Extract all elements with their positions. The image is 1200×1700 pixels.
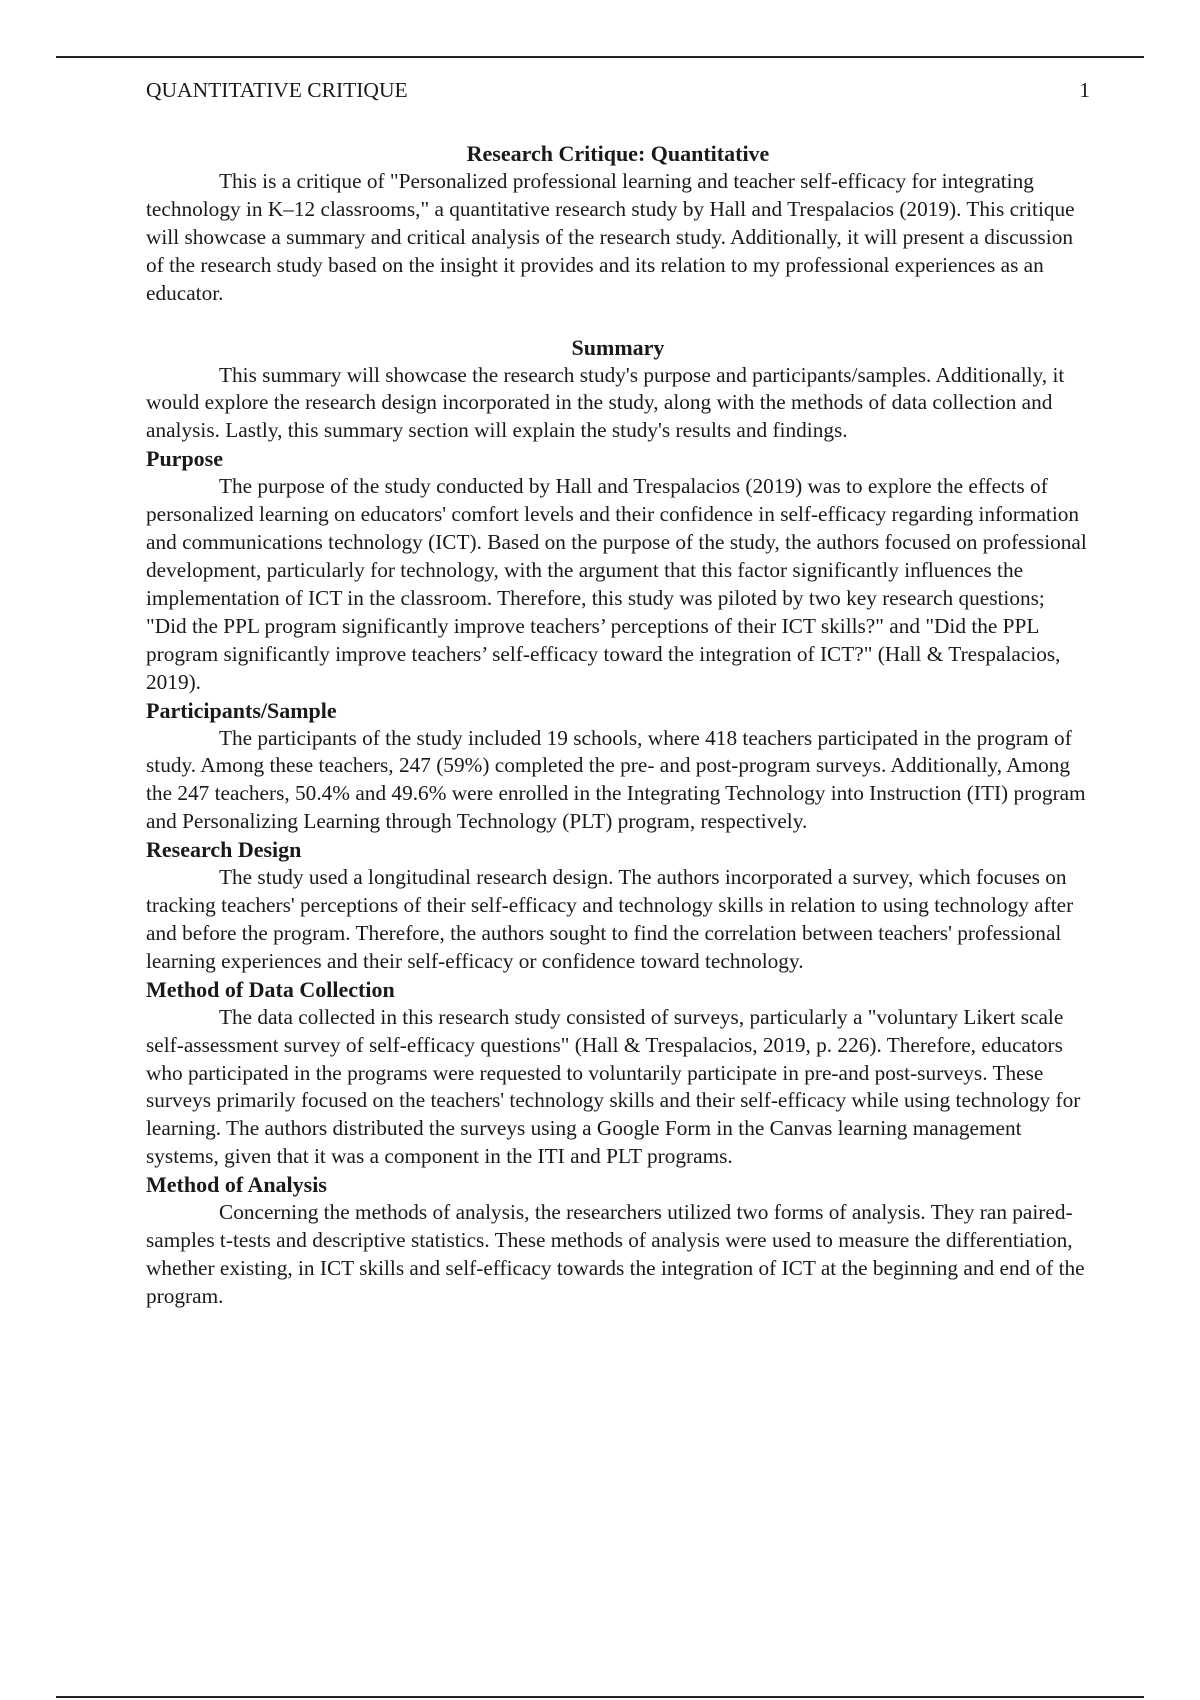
participants-heading: Participants/Sample: [146, 697, 337, 723]
document-title: Research Critique: Quantitative: [466, 141, 770, 166]
document-page: [146, 70, 1090, 1311]
analysis-paragraph: Concerning the methods of analysis, the researchers utilized two forms of analysis. They ran paired-samples t-tests and descriptive statistics. These methods of analysis were used to measure the differentiation, whether existing, in ICT skills and self-efficacy towards the integration of ICT at the beginning and end of the program.: [146, 1200, 1085, 1308]
top-page-border: [56, 56, 1144, 58]
research-design-heading: Research Design: [146, 837, 302, 863]
running-head-title: QUANTITATIVE CRITIQUE: [146, 78, 408, 102]
research-design-paragraph: The study used a longitudinal research design. The authors incorporated a survey, which focuses on tracking teachers' perceptions of their self-efficacy and technology skills in relation to using technology after and before the program. Therefore, the authors sought to find the correlation between teachers' professional learning experiences and their self-efficacy or confidence toward technology.: [146, 865, 1074, 973]
summary-heading: Summary: [571, 334, 665, 360]
purpose-heading: Purpose: [146, 446, 223, 472]
purpose-paragraph: The purpose of the study conducted by Hall and Trespalacios (2019) was to explore the effects of personalized learning on educators' comfort levels and their confidence in self-efficacy regarding information and communications technology (ICT). Based on the purpose of the study, the authors focused on professional development, particularly for technology, with the argument that this factor significantly influences the implementation of ICT in the classroom. Therefore, this study was piloted by two key research questions; "Did the PPL program significantly improve teachers’ perceptions of their ICT skills?" and "Did the PPL program significantly improve teachers’ self-efficacy toward the integration of ICT?" (Hall & Trespalacios, 2019).: [146, 474, 1087, 694]
analysis-heading: Method of Analysis: [146, 1172, 327, 1198]
data-collection-heading: Method of Data Collection: [146, 976, 395, 1002]
summary-intro-paragraph: This summary will showcase the research study's purpose and participants/samples. Additionally, it would explore the research design incorporated in the study, along with the methods of data collection and analysis. Lastly, this summary section will explain the study's results and findings.: [146, 362, 1065, 443]
bottom-page-border: [56, 1696, 1144, 1698]
intro-paragraph: This is a critique of "Personalized professional learning and teacher self-efficacy for integrating technology in K–12 classrooms," a quantitative research study by Hall and Trespalacios (2019). This critique will showcase a summary and critical analysis of the research study. Additionally, it will present a discussion of the research study based on the insight it provides and its relation to my professional experiences as an educator.: [146, 169, 1075, 305]
page-number: 1: [1079, 78, 1090, 102]
data-collection-paragraph: The data collected in this research study consisted of surveys, particularly a "voluntary Likert scale self-assessment survey of self-efficacy questions" (Hall & Trespalacios, 2019, p. 226). Therefore, educators who participated in the programs were requested to voluntarily participate in pre-and post-surveys. These surveys primarily focused on the teachers' technology skills and their self-efficacy while using technology for learning. The authors distributed the surveys using a Google Form in the Canvas learning management systems, given that it was a component in the ITI and PLT programs.: [146, 1004, 1081, 1169]
participants-paragraph: The participants of the study included 19 schools, where 418 teachers participated in the program of study. Among these teachers, 247 (59%) completed the pre- and post-program surveys. Additionally, Among the 247 teachers, 50.4% and 49.6% were enrolled in the Integrating Technology into Instruction (ITI) program and Personalizing Learning through Technology (PLT) program, respectively.: [146, 725, 1086, 834]
running-head: [146, 70, 1090, 110]
